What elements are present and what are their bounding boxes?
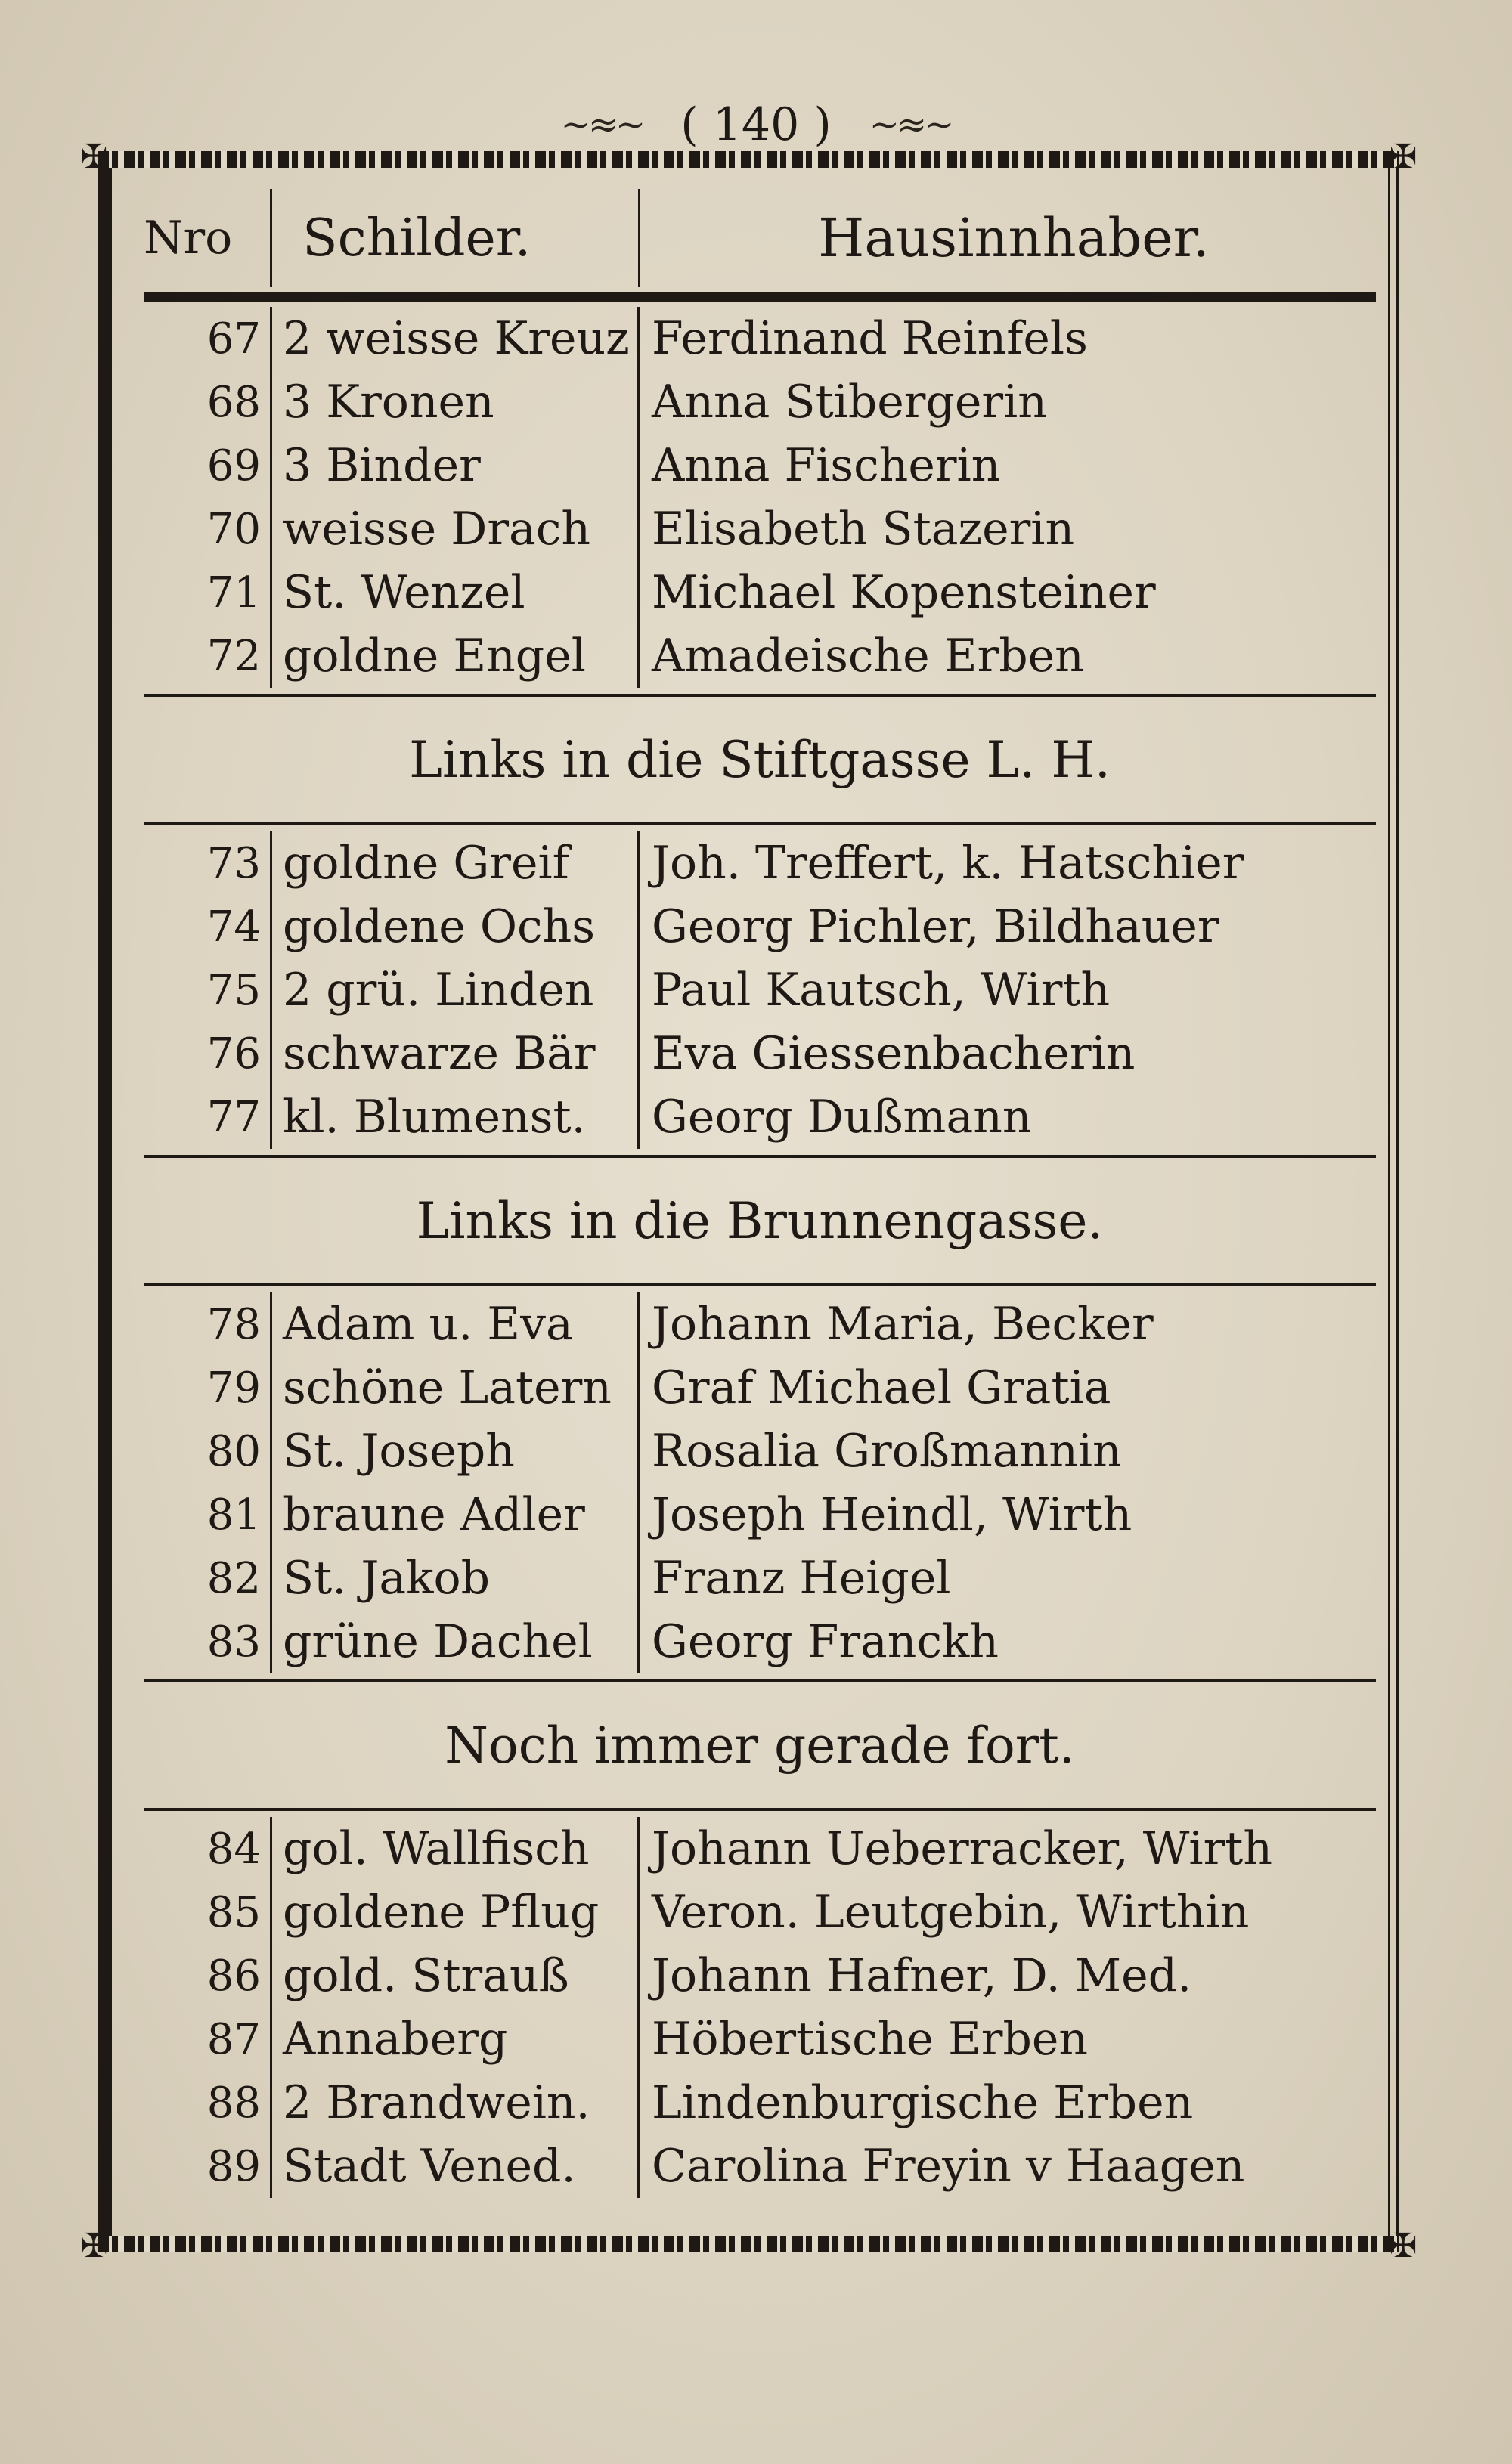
house-number: 72: [144, 624, 272, 688]
left-flourish-ornament: ~≈~: [560, 104, 643, 146]
house-sign: St. Jakob: [272, 1546, 640, 1610]
house-sign: 2 grü. Linden: [272, 958, 640, 1022]
header-nr: Nro: [144, 189, 272, 287]
house-owner: Anna Stibergerin: [652, 376, 1047, 429]
house-sign: St. Wenzel: [272, 561, 640, 624]
section-divider: [144, 1808, 1376, 1811]
house-owner: Lindenburgische Erben: [652, 2076, 1194, 2129]
house-owner: Höbertische Erben: [652, 2013, 1089, 2066]
table-row: [144, 1022, 1376, 1085]
house-number: 70: [144, 497, 272, 561]
house-sign: goldne Engel: [272, 624, 640, 688]
house-sign: gol. Wallfisch: [272, 1817, 640, 1881]
table-row: [144, 1292, 1376, 1356]
house-owner: Michael Kopensteiner: [652, 566, 1156, 619]
house-number: 87: [144, 2007, 272, 2071]
house-owner: Elisabeth Stazerin: [652, 503, 1075, 556]
house-owner: Johann Ueberracker, Wirth: [652, 1822, 1273, 1875]
house-number: 84: [144, 1817, 272, 1881]
table-row: [144, 624, 1376, 688]
house-number: 74: [144, 895, 272, 958]
house-number: 77: [144, 1085, 272, 1149]
right-border-rule: [1388, 168, 1399, 2236]
house-sign: St. Joseph: [272, 1419, 640, 1483]
left-border-rule: [98, 168, 112, 2236]
house-number: 89: [144, 2134, 272, 2198]
house-owner: Joseph Heindl, Wirth: [652, 1488, 1132, 1541]
house-sign: schöne Latern: [272, 1356, 640, 1419]
house-owner: Rosalia Großmannin: [652, 1425, 1122, 1478]
house-sign: 3 Kronen: [272, 370, 640, 434]
section-divider: [144, 822, 1376, 825]
house-sign: schwarze Bär: [272, 1022, 640, 1085]
table-row: [144, 370, 1376, 434]
bottom-border-ornament: [98, 2236, 1399, 2252]
house-owner: Johann Hafner, D. Med.: [652, 1949, 1192, 2002]
house-number: 81: [144, 1483, 272, 1546]
section-divider: [144, 1679, 1376, 1682]
table-row: [144, 895, 1376, 958]
house-sign: weisse Drach: [272, 497, 640, 561]
table-row: [144, 1356, 1376, 1419]
table-row: [144, 434, 1376, 497]
house-sign: Adam u. Eva: [272, 1292, 640, 1356]
house-owner: Georg Pichler, Bildhauer: [652, 900, 1219, 953]
house-sign: 2 weisse Kreuz: [272, 307, 640, 370]
house-sign: kl. Blumenst.: [272, 1085, 640, 1149]
table-row: [144, 2007, 1376, 2071]
house-number: 78: [144, 1292, 272, 1356]
house-sign: grüne Dachel: [272, 1610, 640, 1673]
header-rule: [144, 292, 1376, 302]
house-number: 73: [144, 831, 272, 895]
house-owner: Georg Dußmann: [652, 1091, 1032, 1144]
top-border-ornament: [98, 151, 1399, 168]
house-number: 82: [144, 1546, 272, 1610]
table-row: [144, 2071, 1376, 2134]
table-row: [144, 831, 1376, 895]
corner-ornament: ✠: [79, 138, 108, 176]
house-owner: Graf Michael Gratia: [652, 1361, 1111, 1414]
table-row: [144, 1419, 1376, 1483]
house-owner: Georg Franckh: [652, 1615, 999, 1668]
table-row: [144, 1483, 1376, 1546]
house-number: 88: [144, 2071, 272, 2134]
section-title: Links in die Brunnengasse.: [416, 1191, 1104, 1250]
table-content: [144, 189, 1376, 2222]
house-sign: braune Adler: [272, 1483, 640, 1546]
house-owner: Joh. Treffert, k. Hatschier: [652, 837, 1244, 890]
table-row: [144, 561, 1376, 624]
table-row: [144, 1944, 1376, 2007]
house-sign: gold. Strauß: [272, 1944, 640, 2007]
table-frame: [79, 138, 1418, 2265]
house-number: 68: [144, 370, 272, 434]
page-number-header: [0, 98, 1512, 151]
corner-ornament: ✠: [79, 2227, 108, 2265]
house-sign: goldene Pflug: [272, 1881, 640, 1944]
house-sign: Annaberg: [272, 2007, 640, 2071]
house-number: 67: [144, 307, 272, 370]
column-header-row: [144, 189, 1376, 287]
table-row: [144, 1881, 1376, 1944]
table-row: [144, 1817, 1376, 1881]
house-owner: Anna Fischerin: [652, 439, 1001, 492]
house-owner: Amadeische Erben: [652, 630, 1084, 683]
house-number: 79: [144, 1356, 272, 1419]
house-number: 69: [144, 434, 272, 497]
table-row: [144, 307, 1376, 370]
house-number: 85: [144, 1881, 272, 1944]
house-sign: Stadt Vened.: [272, 2134, 640, 2198]
house-sign: goldene Ochs: [272, 895, 640, 958]
table-row: [144, 1610, 1376, 1673]
house-number: 76: [144, 1022, 272, 1085]
corner-ornament: ✠: [1389, 2227, 1418, 2265]
house-owner: Veron. Leutgebin, Wirthin: [652, 1886, 1250, 1939]
table-row: [144, 1085, 1376, 1149]
header-owners: Hausinnhaber.: [818, 207, 1210, 269]
section-divider: [144, 694, 1376, 697]
table-sections: [144, 307, 1376, 2198]
header-signs: Schilder.: [272, 189, 640, 287]
house-number: 83: [144, 1610, 272, 1673]
house-owner: Johann Maria, Becker: [652, 1298, 1154, 1351]
page-number: ( 140 ): [680, 98, 832, 151]
table-row: [144, 497, 1376, 561]
house-sign: 3 Binder: [272, 434, 640, 497]
house-number: 86: [144, 1944, 272, 2007]
house-owner: Carolina Freyin v Haagen: [652, 2140, 1245, 2193]
table-row: [144, 2134, 1376, 2198]
section-divider: [144, 1155, 1376, 1158]
house-owner: Eva Giessenbacherin: [652, 1027, 1136, 1080]
section-divider: [144, 1283, 1376, 1286]
house-number: 80: [144, 1419, 272, 1483]
house-owner: Paul Kautsch, Wirth: [652, 964, 1111, 1017]
house-sign: 2 Brandwein.: [272, 2071, 640, 2134]
table-row: [144, 958, 1376, 1022]
right-flourish-ornament: ~≈~: [869, 104, 952, 146]
section-title: Links in die Stiftgasse L. H.: [409, 730, 1111, 789]
house-owner: Ferdinand Reinfels: [652, 312, 1088, 365]
corner-ornament: ✠: [1389, 138, 1418, 176]
house-owner: Franz Heigel: [652, 1552, 951, 1605]
house-sign: goldne Greif: [272, 831, 640, 895]
table-row: [144, 1546, 1376, 1610]
section-title: Noch immer gerade fort.: [445, 1716, 1075, 1775]
house-number: 75: [144, 958, 272, 1022]
house-number: 71: [144, 561, 272, 624]
